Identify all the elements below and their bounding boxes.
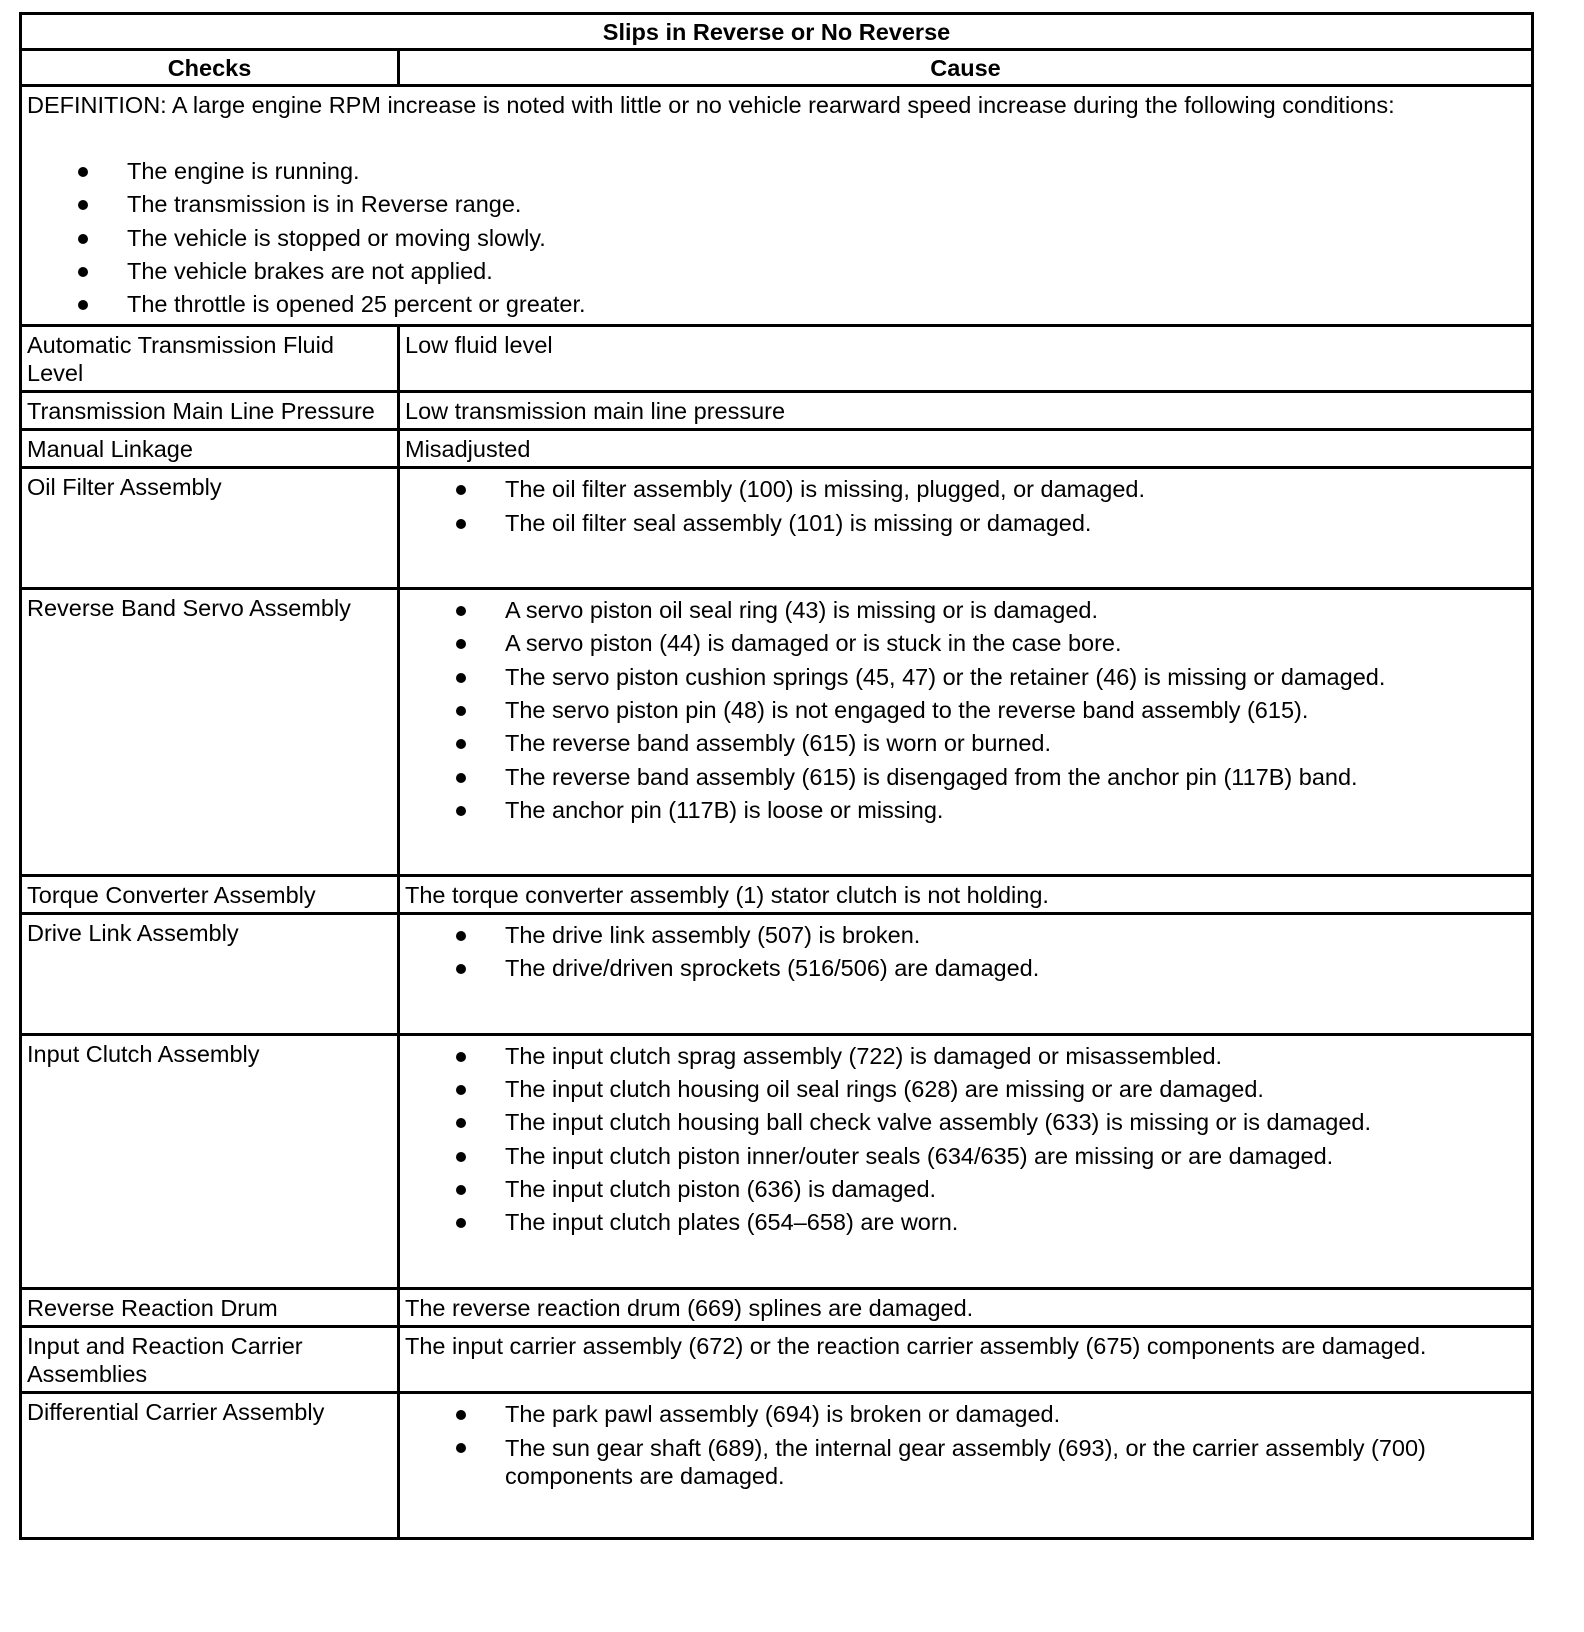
cause-text: The drive/driven sprockets (516/506) are damaged.: [505, 955, 1040, 982]
bullet-icon: [456, 739, 466, 749]
check-cell: Differential Carrier Assembly: [21, 1392, 399, 1538]
table-row: [21, 914, 1533, 1035]
table-row: [21, 468, 1533, 589]
table-row: [21, 326, 1533, 392]
bullet-icon: [456, 1118, 466, 1128]
definition-conditions: [27, 155, 1526, 321]
cause-text: A servo piston (44) is damaged or is stuck in the case bore.: [505, 630, 1122, 657]
bullet-icon: [456, 1410, 466, 1420]
list-item: [405, 794, 1526, 827]
definition-cell: [21, 86, 1533, 326]
list-item: [405, 694, 1526, 727]
cause-text: The input clutch sprag assembly (722) is damaged or misassembled.: [505, 1042, 1223, 1069]
condition-text: The vehicle is stopped or moving slowly.: [127, 224, 546, 251]
bullet-icon: [78, 234, 88, 244]
bullet-icon: [456, 1085, 466, 1095]
cause-text: The servo piston cushion springs (45, 47) or the retainer (46) is missing or damaged.: [505, 663, 1386, 690]
column-header-checks: Checks: [21, 50, 399, 86]
cause-list: [405, 473, 1526, 540]
cause-cell: The torque converter assembly (1) stator clutch is not holding.: [399, 876, 1533, 914]
cause-cell: Low transmission main line pressure: [399, 392, 1533, 430]
cause-text: A servo piston oil seal ring (43) is missing or is damaged.: [505, 597, 1098, 624]
cause-cell: [399, 468, 1533, 589]
column-header-cause: Cause: [399, 50, 1533, 86]
cause-text: The input clutch housing ball check valve assembly (633) is missing or is damaged.: [505, 1109, 1372, 1136]
list-item: [405, 1140, 1526, 1173]
condition-text: The vehicle brakes are not applied.: [127, 257, 493, 284]
bullet-icon: [456, 931, 466, 941]
list-item: [405, 1073, 1526, 1106]
bullet-icon: [456, 964, 466, 974]
cause-text: The input clutch plates (654–658) are worn.: [505, 1209, 959, 1236]
table-row: [21, 430, 1533, 468]
check-cell: Manual Linkage: [21, 430, 399, 468]
check-cell: Transmission Main Line Pressure: [21, 392, 399, 430]
bullet-icon: [456, 773, 466, 783]
list-item: [405, 1398, 1526, 1431]
table-row: [21, 1288, 1533, 1326]
check-cell: Automatic Transmission Fluid Level: [21, 326, 399, 392]
table-row: [21, 589, 1533, 876]
cause-cell: [399, 1392, 1533, 1538]
list-item: [405, 1040, 1526, 1073]
cause-text: The park pawl assembly (694) is broken or damaged.: [505, 1400, 1061, 1427]
check-cell: Reverse Reaction Drum: [21, 1288, 399, 1326]
bullet-icon: [456, 1152, 466, 1162]
table-row: [21, 1326, 1533, 1392]
cause-list: [405, 919, 1526, 986]
table-row: [21, 1392, 1533, 1538]
list-item: [405, 594, 1526, 627]
bullet-icon: [78, 200, 88, 210]
check-cell: Drive Link Assembly: [21, 914, 399, 1035]
condition-text: The transmission is in Reverse range.: [127, 191, 522, 218]
cause-text: The sun gear shaft (689), the internal gear assembly (693), or the carrier assembly (700) components are damaged.: [505, 1434, 1426, 1489]
bullet-icon: [456, 485, 466, 495]
bullet-icon: [78, 300, 88, 310]
list-item: [27, 222, 1526, 255]
bullet-icon: [456, 1218, 466, 1228]
bullet-icon: [456, 639, 466, 649]
list-item: [405, 919, 1526, 952]
cause-text: The reverse band assembly (615) is disengaged from the anchor pin (117B) band.: [505, 763, 1358, 790]
list-item: [405, 1106, 1526, 1139]
list-item: [27, 188, 1526, 221]
cause-text: The input clutch housing oil seal rings (628) are missing or are damaged.: [505, 1076, 1264, 1103]
cause-cell: [399, 1034, 1533, 1288]
list-item: [405, 1173, 1526, 1206]
cause-text: The input clutch piston inner/outer seals (634/635) are missing or are damaged.: [505, 1142, 1334, 1169]
list-item: [27, 155, 1526, 188]
check-cell: Torque Converter Assembly: [21, 876, 399, 914]
cause-list: [405, 594, 1526, 827]
bullet-icon: [78, 267, 88, 277]
check-cell: Input and Reaction Carrier Assemblies: [21, 1326, 399, 1392]
cause-list: [405, 1398, 1526, 1490]
cause-text: The drive link assembly (507) is broken.: [505, 922, 921, 949]
bullet-icon: [456, 706, 466, 716]
list-item: [405, 761, 1526, 794]
list-item: [405, 473, 1526, 506]
cause-cell: The reverse reaction drum (669) splines are damaged.: [399, 1288, 1533, 1326]
cause-cell: [399, 914, 1533, 1035]
list-item: [405, 727, 1526, 760]
table-row: [21, 1034, 1533, 1288]
cause-cell: Misadjusted: [399, 430, 1533, 468]
cause-cell: The input carrier assembly (672) or the reaction carrier assembly (675) components are damaged.: [399, 1326, 1533, 1392]
condition-text: The engine is running.: [127, 158, 360, 184]
list-item: [405, 507, 1526, 540]
cause-list: [405, 1040, 1526, 1240]
bullet-icon: [456, 1443, 466, 1453]
list-item: [405, 1206, 1526, 1239]
bullet-icon: [456, 1185, 466, 1195]
list-item: [27, 255, 1526, 288]
table-row: [21, 392, 1533, 430]
list-item: [405, 1434, 1526, 1490]
bullet-icon: [456, 673, 466, 683]
cause-cell: [399, 589, 1533, 876]
check-cell: Oil Filter Assembly: [21, 468, 399, 589]
list-item: [27, 288, 1526, 321]
cause-text: The reverse band assembly (615) is worn or burned.: [505, 730, 1051, 757]
cause-text: The input clutch piston (636) is damaged.: [505, 1175, 937, 1202]
diagnostic-table: [19, 12, 1534, 1540]
cause-text: The servo piston pin (48) is not engaged to the reverse band assembly (615).: [505, 696, 1309, 723]
bullet-icon: [456, 806, 466, 816]
cause-cell: Low fluid level: [399, 326, 1533, 392]
cause-text: The anchor pin (117B) is loose or missing.: [505, 796, 944, 823]
bullet-icon: [456, 1052, 466, 1062]
list-item: [405, 661, 1526, 694]
bullet-icon: [456, 606, 466, 616]
bullet-icon: [456, 519, 466, 529]
table-title: Slips in Reverse or No Reverse: [21, 14, 1533, 50]
list-item: [405, 627, 1526, 660]
check-cell: Input Clutch Assembly: [21, 1034, 399, 1288]
list-item: [405, 952, 1526, 985]
check-cell: Reverse Band Servo Assembly: [21, 589, 399, 876]
table-row: [21, 876, 1533, 914]
cause-text: The oil filter assembly (100) is missing, plugged, or damaged.: [505, 476, 1146, 503]
definition-text: DEFINITION: A large engine RPM increase is noted with little or no vehicle rearward speed increase during the following conditions:: [27, 92, 1395, 118]
bullet-icon: [78, 167, 88, 177]
cause-text: The oil filter seal assembly (101) is missing or damaged.: [505, 509, 1092, 536]
condition-text: The throttle is opened 25 percent or greater.: [127, 291, 586, 318]
